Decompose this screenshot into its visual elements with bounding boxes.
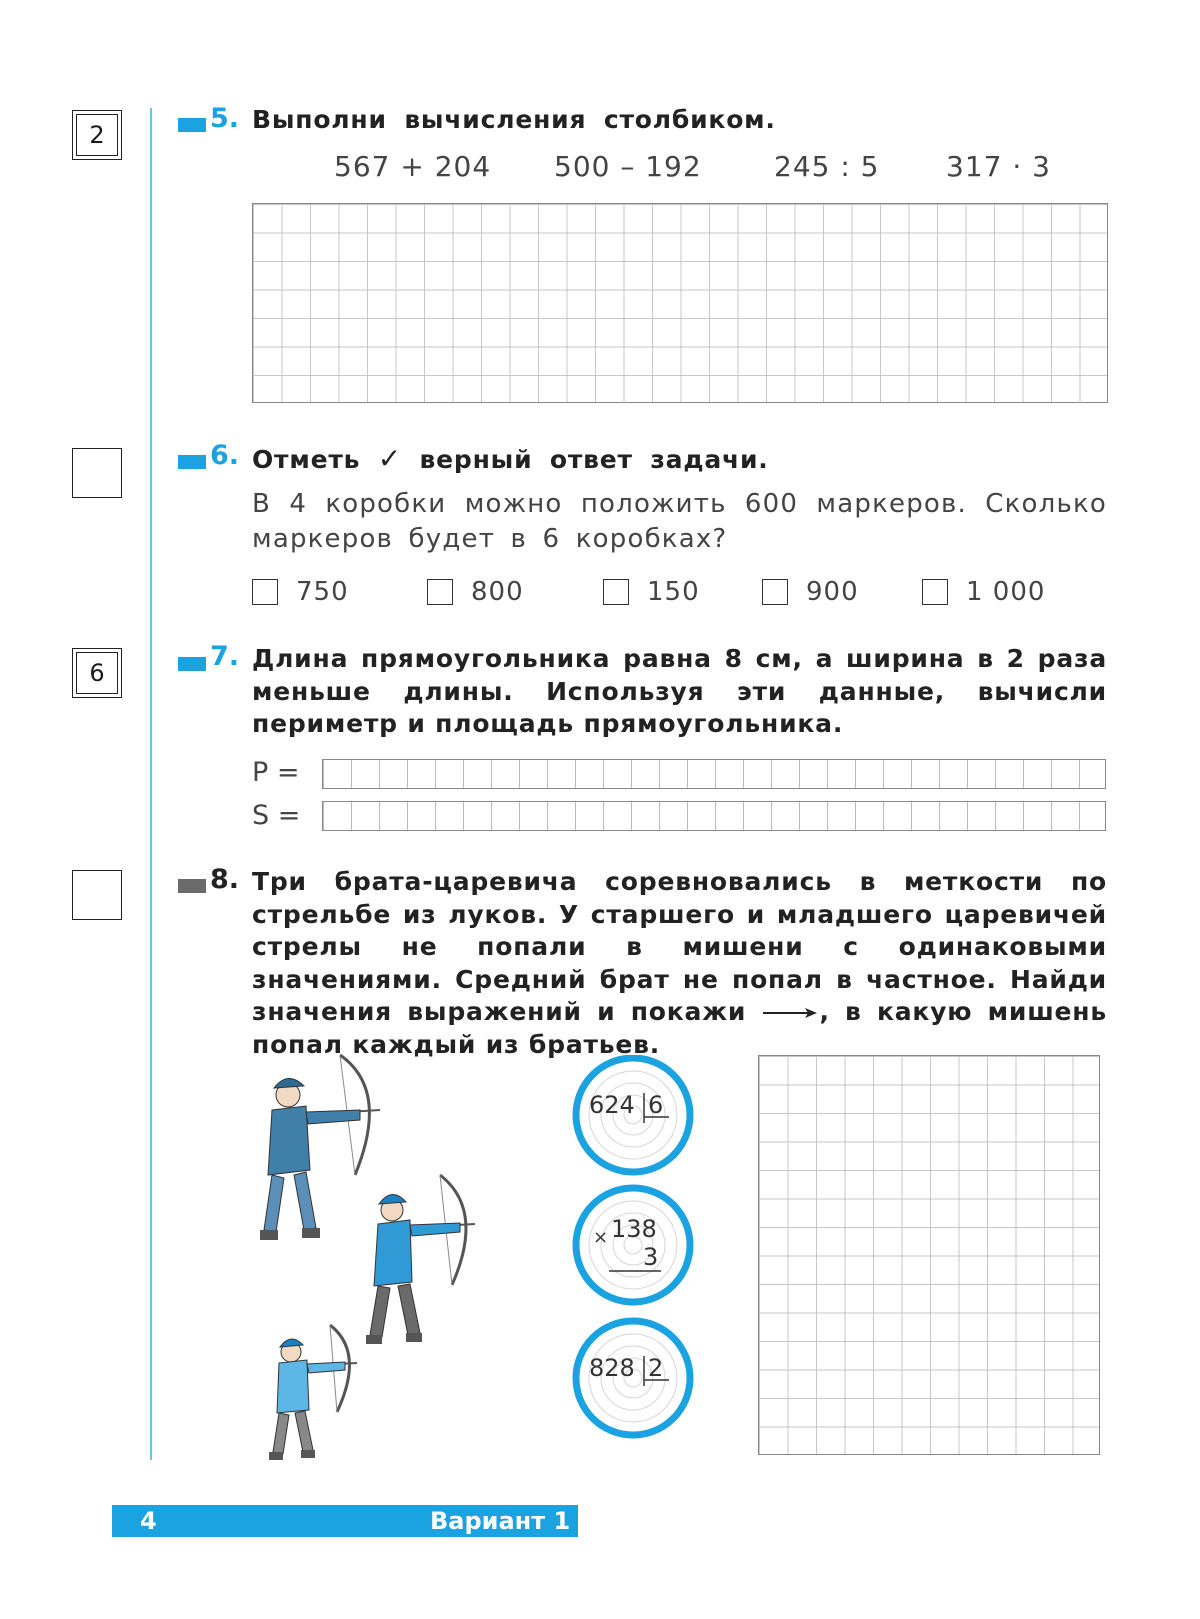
dividend: 624 [589, 1091, 635, 1119]
margin-line [150, 108, 152, 1460]
checkbox[interactable] [922, 579, 948, 605]
score-value: 2 [89, 121, 105, 149]
multiply-sign: × [593, 1227, 609, 1248]
expression: 567 + 204 [334, 150, 492, 183]
page-number: 4 [140, 1507, 157, 1535]
option-label: 750 [296, 577, 349, 607]
score-box-task6 [72, 448, 122, 498]
task-text-body: Длина прямоугольника равна 8 см, а ширина в 2 раза меньше длины. Используя эти данные, вычисли периметр и площадь прямоугольника. [252, 644, 1107, 738]
score-value [73, 871, 121, 919]
answer-option[interactable] [922, 577, 1045, 607]
answer-option[interactable] [603, 577, 700, 607]
variant-label: Вариант 1 [430, 1507, 571, 1535]
option-label: 1 000 [966, 577, 1046, 607]
task-text-body: , в какую мишень попал каждый из братьев. [252, 997, 1107, 1059]
task-level-bar [178, 118, 206, 132]
archer-younger-icon [269, 1325, 357, 1460]
arrow-icon [761, 1006, 819, 1020]
archer-elder-icon [260, 1055, 380, 1240]
task-title [252, 442, 769, 475]
problem-text: В 4 коробки можно положить 600 маркеров. Сколько маркеров будет в 6 коробках? [252, 489, 1107, 554]
task-title: Выполни вычисления столбиком. [252, 105, 776, 134]
checkbox[interactable] [762, 579, 788, 605]
score-box-task5 [72, 110, 122, 160]
answer-option[interactable] [762, 577, 859, 607]
multiplicand: 138 [611, 1215, 657, 1243]
score-box-task8 [72, 870, 122, 920]
answer-option[interactable] [252, 577, 349, 607]
divisor: 6 [648, 1091, 664, 1119]
calculation-grid[interactable] [758, 1055, 1100, 1455]
perimeter-answer-cells[interactable] [322, 759, 1106, 789]
area-answer-cells[interactable] [322, 801, 1106, 831]
task-text-body: Три брата-царевича соревновались в меткости по стрельбе из луков. У старшего и младшего царевичей стрелы не попали в мишени с одинаковыми значениями. Средний брат не попал в частное. Найди значения выражений и покажи [252, 867, 1107, 1026]
score-box-task7 [72, 648, 122, 698]
task-number: 5. [210, 103, 240, 134]
target-multiplication-138[interactable] [576, 1188, 690, 1302]
expression: 500 – 192 [554, 150, 702, 183]
option-label: 800 [471, 577, 524, 607]
checkbox[interactable] [603, 579, 629, 605]
task-level-bar [178, 879, 206, 893]
task-text [252, 866, 1107, 1061]
option-label: 150 [647, 577, 700, 607]
archer-middle-icon [366, 1175, 475, 1344]
score-value [73, 449, 121, 497]
dividend: 828 [589, 1354, 635, 1382]
checkbox[interactable] [252, 579, 278, 605]
expression: 317 · 3 [946, 150, 1051, 183]
task-number: 8. [210, 864, 240, 895]
target-division-624[interactable] [576, 1058, 690, 1172]
targets-group [570, 1055, 700, 1455]
area-label: S = [252, 800, 301, 831]
answer-option[interactable] [427, 577, 524, 607]
task-text [252, 643, 1107, 741]
task-level-bar [178, 455, 206, 469]
check-mark-icon: ✓ [377, 442, 403, 475]
expression: 245 : 5 [774, 150, 880, 183]
task-number: 7. [210, 641, 240, 672]
divisor: 2 [648, 1354, 664, 1382]
task-level-bar [178, 657, 206, 671]
multiplier: 3 [643, 1243, 659, 1271]
option-label: 900 [806, 577, 859, 607]
task-title-text: Отметь [252, 445, 361, 474]
calculation-grid[interactable] [252, 203, 1108, 403]
score-value: 6 [89, 659, 105, 687]
perimeter-label: P = [252, 757, 300, 788]
checkbox[interactable] [427, 579, 453, 605]
target-division-828[interactable] [576, 1321, 690, 1435]
task-title-text: верный ответ задачи. [419, 445, 769, 474]
archers-illustration [250, 1050, 490, 1470]
task-number: 6. [210, 440, 240, 471]
